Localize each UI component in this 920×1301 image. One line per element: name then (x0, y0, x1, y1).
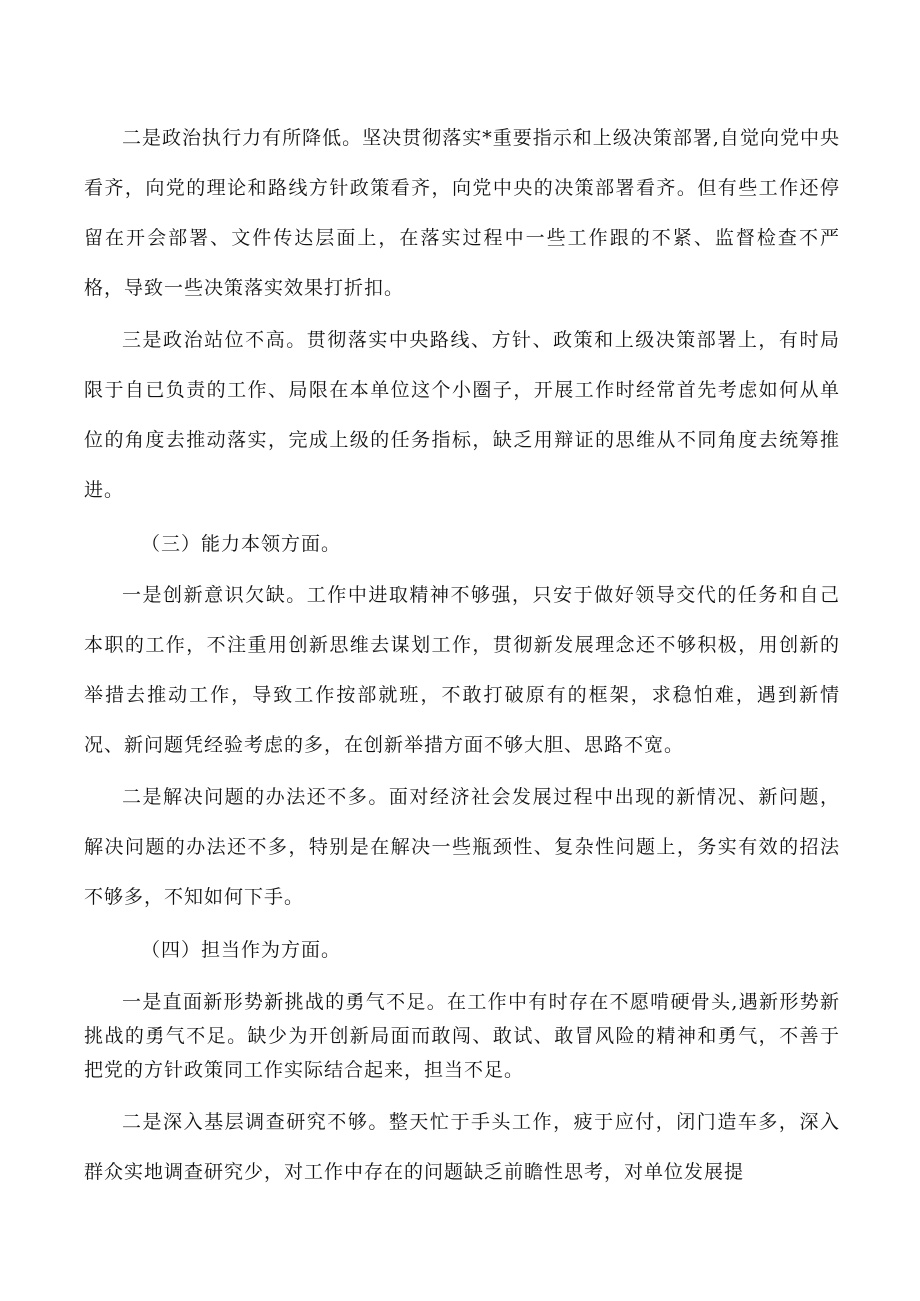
paragraph-innovation: 一是创新意识欠缺。工作中进取精神不够强，只安于做好领导交代的任务和自己本职的工作，不注重用创新思维去谋划工作，贯彻新发展理念还不够积极，用创新的举措去推动工作，导致工作按部就班，不敢打破原有的框架，求稳怕难，遇到新情况、新问题凭经验考虑的多，在创新举措方面不够大胆、思路不宽。 (84, 584, 840, 756)
section-heading-responsibility: （四）担当作为方面。 (141, 939, 342, 961)
paragraph-grassroots-research: 二是深入基层调查研究不够。整天忙于手头工作，疲于应付，闭门造车多，深入群众实地调查研究少，对工作中存在的问题缺乏前瞻性思考，对单位发展提 (84, 1111, 840, 1183)
paragraph-courage: 一是直面新形势新挑战的勇气不足。在工作中有时存在不愿啃硬骨头,遇新形势新挑战的勇气不足。缺少为开创新局面而敢闯、敢试、敢冒风险的精神和勇气，不善于把党的方针政策同工作实际结合起来，担当不足。 (84, 991, 840, 1081)
paragraph-political-stance: 三是政治站位不高。贯彻落实中央路线、方针、政策和上级决策部署上，有时局限于自已负责的工作、局限在本单位这个小圈子，开展工作时经常首先考虑如何从单位的角度去推动落实，完成上级的任务指标，缺乏用辩证的思维从不同角度去统筹推进。 (84, 329, 840, 501)
paragraph-problem-solving: 二是解决问题的办法还不多。面对经济社会发展过程中出现的新情况、新问题，解决问题的办法还不多，特别是在解决一些瓶颈性、复杂性问题上，务实有效的招法不够多，不知如何下手。 (84, 786, 840, 908)
section-heading-ability: （三）能力本领方面。 (141, 533, 342, 555)
paragraph-political-execution: 二是政治执行力有所降低。坚决贯彻落实*重要指示和上级决策部署,自觉向党中央看齐，向党的理论和路线方针政策看齐，向党中央的决策部署看齐。但有些工作还停留在开会部署、文件传达层面上，在落实过程中一些工作跟的不紧、监督检查不严格，导致一些决策落实效果打折扣。 (84, 127, 840, 299)
